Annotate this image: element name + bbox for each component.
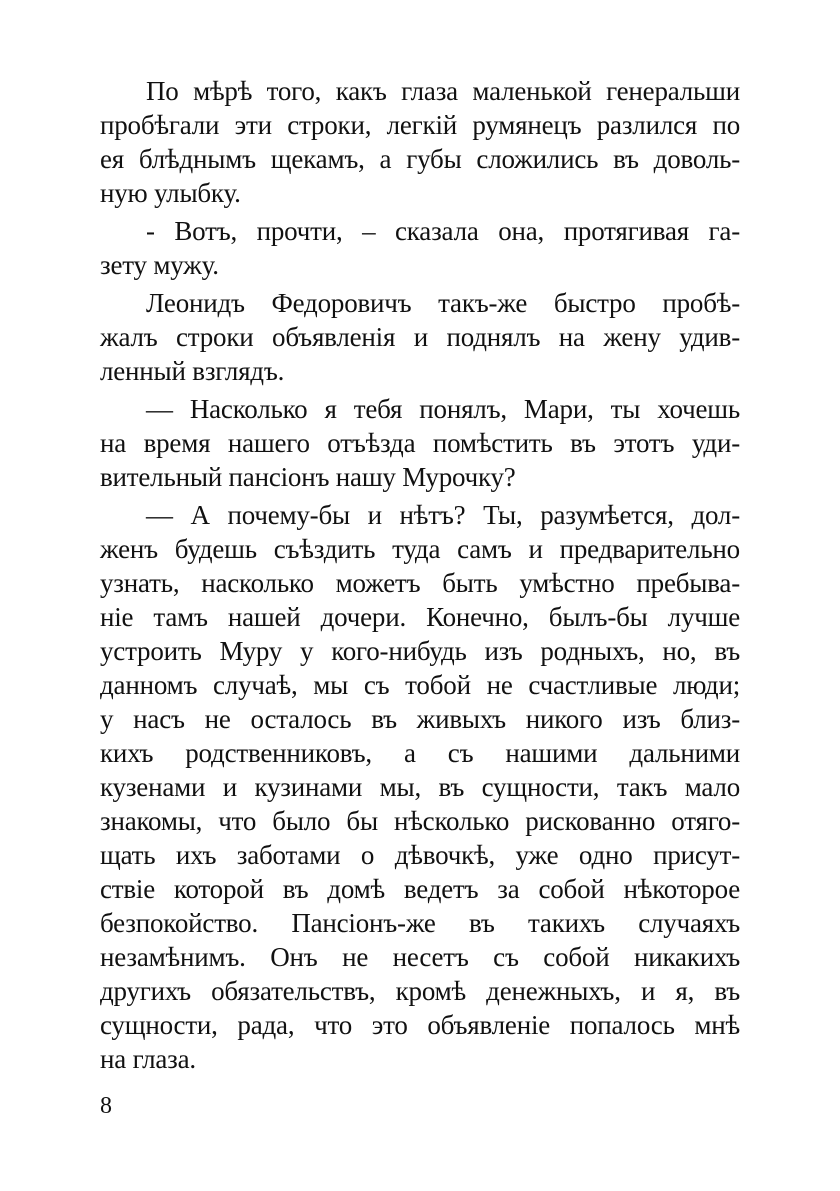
text-line: женъ будешь съѣздить туда самъ и предварительно — [100, 534, 740, 564]
text-line: кихъ родственниковъ, а съ нашими дальними — [100, 738, 740, 768]
text-line: на время нашего отъѣзда помѣстить въ этотъ уди- — [100, 428, 740, 458]
text-body — [100, 74, 740, 1076]
text-line: кузенами и кузинами мы, въ сущности, такъ мало — [100, 772, 740, 802]
text-line: ствіе которой въ домѣ ведетъ за собой нѣкоторое — [100, 874, 740, 904]
text-line: ную улыбку. — [100, 178, 241, 208]
text-line: у насъ не осталось въ живыхъ никого изъ близ- — [100, 704, 740, 734]
text-line: другихъ обязательствъ, кромѣ денежныхъ, и я, въ — [100, 976, 740, 1006]
text-line: устроить Муру у кого-нибудь изъ родныхъ, но, въ — [100, 636, 740, 666]
text-line: безпокойство. Пансіонъ-же въ такихъ случаяхъ — [100, 908, 740, 938]
text-line: Леонидъ Федоровичъ такъ-же быстро пробѣ- — [146, 288, 740, 318]
text-line: сущности, рада, что это объявленіе попалось мнѣ — [100, 1010, 740, 1040]
text-line: ніе тамъ нашей дочери. Конечно, былъ-бы лучше — [100, 602, 740, 632]
text-line: — А почему-бы и нѣтъ? Ты, разумѣется, дол- — [146, 500, 740, 530]
page-number: 8 — [100, 1093, 112, 1119]
text-line: незамѣнимъ. Онъ не несетъ съ собой никакихъ — [100, 942, 740, 972]
text-line: на глаза. — [100, 1044, 196, 1074]
text-line: — Насколько я тебя понялъ, Мари, ты хочешь — [146, 394, 740, 424]
text-line: знакомы, что было бы нѣсколько рискованно отяго- — [100, 806, 740, 836]
text-line: жалъ строки объявленія и поднялъ на жену удив- — [100, 322, 740, 352]
text-line: - Вотъ, прочти, – сказала она, протягивая га- — [146, 216, 740, 246]
text-line: щать ихъ заботами о дѣвочкѣ, уже одно присут- — [100, 840, 740, 870]
text-line: узнать, насколько можетъ быть умѣстно пребыва- — [100, 568, 740, 598]
text-line: По мѣрѣ того, какъ глаза маленькой генеральши — [146, 76, 740, 106]
text-line: пробѣгали эти строки, легкій румянецъ разлился по — [100, 110, 740, 140]
text-line: вительный пансіонъ нашу Мурочку? — [100, 462, 516, 492]
text-line: зету мужу. — [100, 250, 219, 280]
text-line: данномъ случаѣ, мы съ тобой не счастливые люди; — [100, 670, 740, 700]
text-line: ленный взглядъ. — [100, 356, 285, 386]
text-line: ея блѣднымъ щекамъ, а губы сложились въ доволь- — [100, 144, 740, 174]
